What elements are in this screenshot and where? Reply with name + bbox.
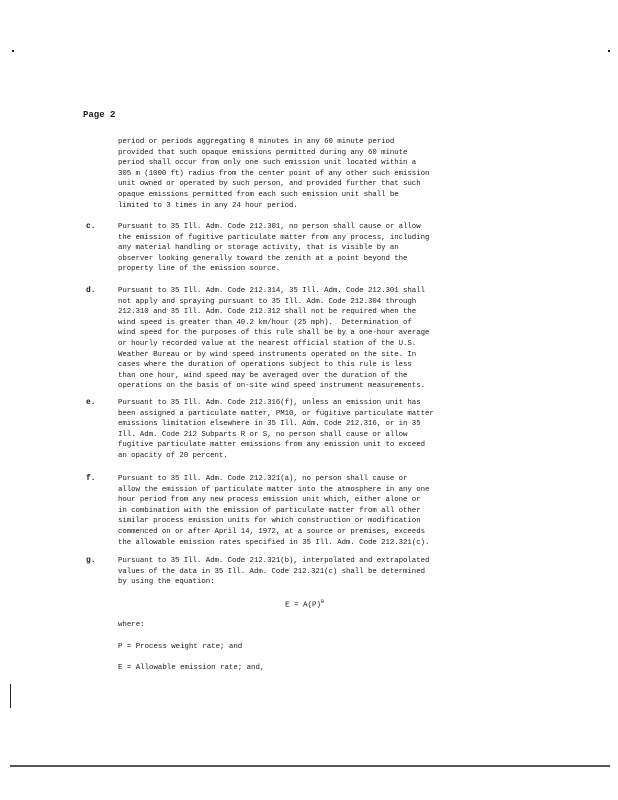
scan-line-bottom — [10, 765, 610, 767]
paragraph-f-text: Pursuant to 35 Ill. Adm. Code 212.321(a), no person shall cause or allow the emission of particulate matter into the atmosphere in any one hour period from any new process emission unit which, either alone or in combination with the emission of particulate matter from all other similar process emission units for which construction or modification commenced on or after April 14, 1972, at a source or premises, exceeds the allowable emission rates specified in 35 Ill. Adm. Code 212.321(c). — [118, 475, 430, 547]
definition-e: E = Allowable emission rate; and, — [118, 664, 265, 672]
where-label: where: — [118, 621, 145, 629]
equation-exponent: B — [321, 599, 325, 605]
paragraph-d-text: Pursuant to 35 Ill. Adm. Code 212.314, 35 Ill. Adm. Code 212.301 shall not apply and spraying pursuant to 35 Ill. Adm. Code 212.304 through 212.310 and 35 Ill. Adm. Code 212.312 shall not be required when the wind speed is greater than 40.2 km/hour (25 mph). Determination of wind speed for the purposes of this rule shall be by a one-hour average or hourly recorded value at the nearest official station of the U.S. Weather Bureau or by wind speed instruments operated on the site. In cases where the duration of operations subject to this rule is less than one hour, wind speed may be averaged over the duration of the operations on the basis of on-site wind speed instrument measurements. — [118, 287, 430, 391]
paragraph-g-text: Pursuant to 35 Ill. Adm. Code 212.321(b), interpolated and extrapolated values of the data in 35 Ill. Adm. Code 212.321(c) shall be determined by using the equation: — [118, 557, 430, 587]
paragraph-e-text: Pursuant to 35 Ill. Adm. Code 212.316(f), unless an emission unit has been assigned a particulate matter, PM10, or fugitive particulate matter emissions limitation elsewhere in 35 Ill. Adm. Code 212.316, or in 35 Ill. Adm. Code 212 Subparts R or S, no person shall cause or allow fugitive particulate matter emissions from any emission unit to exceed an opacity of 20 percent. — [118, 399, 434, 460]
page-label: Page 2 — [83, 110, 116, 120]
paragraph-f-letter: f. — [86, 474, 96, 483]
paragraph-c-text: Pursuant to 35 Ill. Adm. Code 212.301, no person shall cause or allow the emission of fugitive particulate matter from any process, including any material handling or storage activity, that is visible by an observer looking generally toward the zenith at a point beyond the property line of the emission source. — [118, 223, 430, 274]
scan-speck-1 — [608, 50, 610, 52]
emission-equation — [285, 599, 324, 610]
paragraph-d-letter: d. — [86, 286, 96, 295]
paragraph-g-letter: g. — [86, 556, 96, 565]
paragraph-b-continuation: period or periods aggregating 8 minutes in any 60 minute period provided that such opaque emissions permitted during any 60 minute period shall occur from only one such emission unit located within a 305 m (1000 ft) radius from the center point of any other such emission unit owned or operated by such person, and provided further that such opaque emissions permitted from each such emission unit shall be limited to 3 times in any 24 hour period. — [118, 138, 430, 210]
paragraph-c-letter: c. — [86, 222, 96, 231]
paragraph-e-letter: e. — [86, 398, 96, 407]
equation-base: E = A(P) — [285, 601, 322, 610]
scan-speck-2 — [12, 50, 14, 52]
scan-mark-left — [10, 684, 11, 708]
definition-p: P = Process weight rate; and — [118, 643, 243, 651]
